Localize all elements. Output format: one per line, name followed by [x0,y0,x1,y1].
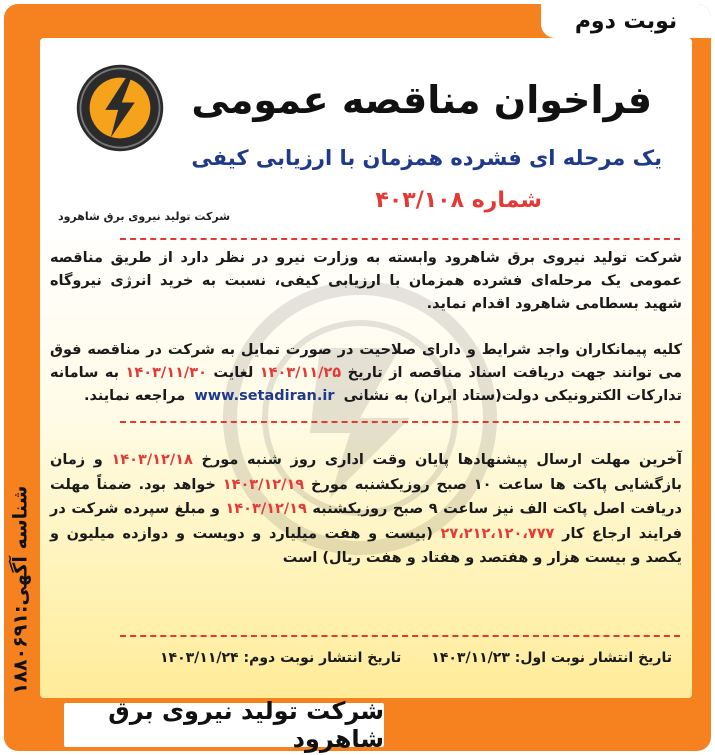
ad-id-label: شناسه آگهی:۱۸۸۰۶۹۱ [9,485,32,695]
doc-date-from: ۱۴۰۳/۱۱/۲۵ [259,365,342,381]
setadiran-link[interactable]: www.setadiran.ir [194,388,335,404]
dashed-divider [120,421,680,423]
opening-date: ۱۴۰۳/۱۲/۱۹ [222,476,305,493]
notice-title: فراخوان مناقصه عمومی [191,78,652,122]
footer-company-name: شرکت تولید نیروی برق شاهرود [108,697,384,753]
second-publication-date: ۱۴۰۳/۱۱/۲۴ [160,650,239,666]
doc-text-4: مراجعه نمایند. [83,388,186,404]
company-logo-icon [74,62,166,154]
dashed-divider [120,238,680,240]
edition-label: نوبت دوم [574,8,678,34]
edition-tab [541,4,711,38]
deadline-paragraph [50,448,682,571]
doc-text-3: به سامانه تدارکات الکترونیکی دولت(ستاد ایران) به نشانی [50,365,682,404]
deadline-text-4: و مبلغ سپرده شرکت در فرایند ارجاع کار [50,501,682,542]
first-publication-date: ۱۴۰۳/۱۱/۲۳ [431,650,510,666]
deadline-text-3: خواهد بود. ضمناً مهلت دریافت اصل پاکت الف نیز ساعت ۹ صبح روزیکشنبه [50,476,682,517]
envelope-date: ۱۴۰۳/۱۲/۱۹ [225,501,307,517]
notice-panel [40,38,692,698]
logo-caption: شرکت تولید نیروی برق شاهرود [57,210,231,223]
deadline-text-2: و زمان بازگشایی پاکت ها ساعت ۱۰ صبح روزیکشنبه مورخ [50,452,682,493]
notice-subtitle: یک مرحله ای فشرده همزمان با ارزیابی کیفی [191,146,662,170]
ad-id-strip [2,460,38,720]
dashed-divider [120,635,680,637]
doc-text-2: لغایت [213,365,254,381]
doc-date-to: ۱۴۰۳/۱۱/۳۰ [125,365,207,381]
deadline-text-5: (بیست و هفت میلیارد و دویست و دوازده میلیون و یکصد و بیست هزار و هفتصد و هفتاد و هفت ریال) است [50,525,682,566]
second-publication-label: تاریخ انتشار نوبت دوم: [243,650,402,666]
second-publication [160,650,401,666]
deadline-text-1: آخرین مهلت ارسال پیشنهادها پایان وقت اداری روز شنبه مورخ [201,452,682,468]
first-publication-label: تاریخ انتشار نوبت اول: [514,650,672,666]
document-paragraph [50,339,682,408]
doc-text-1: کلیه پیمانکاران واجد شرایط و دارای صلاحیت در صورت تمایل به شرکت در مناقصه فوق می توانند جهت دریافت اسناد مناقصه از تاریخ [50,342,682,381]
intro-paragraph: شرکت تولید نیروی برق شاهرود وابسته به وزارت نیرو در نظر دارد از طریق مناقصه عمومی یک مرحله‌ای فشرده همزمان با ارزیابی کیفی، نسبت به خرید انرژی نیروگاه شهید بسطامی شاهرود اقدام نماید. [50,250,682,312]
tender-number: شماره ۴۰۳/۱۰۸ [375,188,542,213]
footer-box [64,697,384,753]
first-publication [431,650,672,666]
deadline-date: ۱۴۰۳/۱۲/۱۸ [111,452,193,468]
deposit-amount: ۲۷،۲۱۲،۱۲۰،۷۷۷ [440,525,555,542]
